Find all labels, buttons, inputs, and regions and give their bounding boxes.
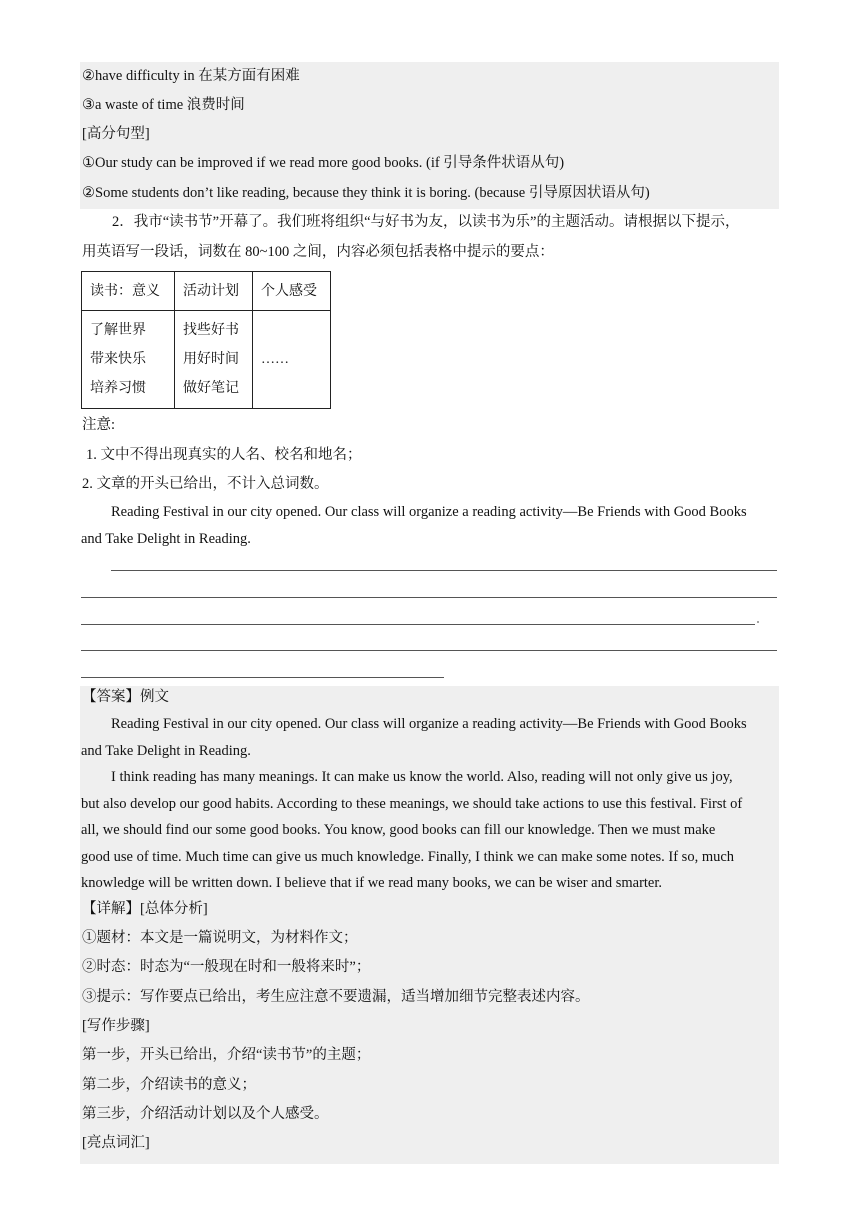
sentence-item-2: ②Some students don’t like reading, because they think it is boring. (because 引导原因状语从句): [82, 185, 650, 201]
table-cell-plan: [175, 311, 253, 409]
writing-line-5: [81, 677, 444, 678]
sentence-item-1: ①Our study can be improved if we read more good books. (if 引导条件状语从句): [82, 155, 565, 171]
analysis-item-3: ③提示：写作要点已给出，考生应注意不要遗漏，适当增加细节完整表述内容。: [82, 989, 590, 1005]
answer-body-paragraph: [81, 764, 783, 897]
vocab-item-2: ②have difficulty in 在某方面有困难: [82, 68, 300, 84]
answer-body-line: I think reading has many meanings. It can make us know the world. Also, reading will not only give us joy,: [111, 769, 733, 785]
steps-heading: [写作步骤]: [82, 1018, 150, 1034]
question-opening-line2: and Take Delight in Reading.: [81, 530, 251, 547]
table-cell-feeling: ……: [253, 311, 331, 409]
answer-body-line: all, we should find our some good books. You know, good books can fill our knowledge. Then we must make: [81, 822, 716, 838]
highlight-heading: [亮点词汇]: [82, 1135, 150, 1151]
answer-opening-line2: and Take Delight in Reading.: [81, 742, 251, 759]
plan-point-3: 做好笔记: [183, 381, 239, 396]
step-item-3: 第三步，介绍活动计划以及个人感受。: [82, 1106, 329, 1122]
writing-line-4: [81, 650, 777, 651]
answer-body-line: good use of time. Much time can give us much knowledge. Finally, I think we can make some notes. If so, much: [81, 848, 735, 865]
table-cell-meaning: [82, 311, 175, 409]
writing-line-3: [81, 624, 755, 625]
note-heading: 注意:: [82, 417, 116, 433]
answer-opening-paragraph: [81, 711, 783, 764]
table-header-meaning: 读书：意义: [82, 272, 175, 311]
plan-point-2: 用好时间: [183, 352, 239, 367]
plan-point-1: 找些好书: [183, 323, 239, 338]
writing-line-1: [111, 570, 777, 571]
writing-line-2: [81, 597, 777, 598]
question-opening-paragraph: [81, 499, 783, 552]
question-opening-line1: Reading Festival in our city opened. Our class will organize a reading activity—Be Friends with Good Books: [111, 504, 747, 520]
answer-body-line: but also develop our good habits. According to these meanings, we should take actions to use this festival. First of: [81, 795, 743, 812]
note-item-2: 2. 文章的开头已给出，不计入总词数。: [82, 476, 329, 492]
meaning-point-1: 了解世界: [90, 323, 146, 338]
table-header-plan: 活动计划: [175, 272, 253, 311]
meaning-point-3: 培养习惯: [90, 381, 146, 396]
meaning-point-2: 带来快乐: [90, 352, 146, 367]
answer-heading: 【答案】例文: [82, 689, 169, 705]
requirements-table: [81, 271, 331, 409]
analysis-item-1: ①题材：本文是一篇说明文，为材料作文；: [82, 930, 358, 946]
table-header-row: [82, 272, 331, 311]
writing-line-end-dot: [757, 621, 759, 623]
answer-opening-line1: Reading Festival in our city opened. Our class will organize a reading activity—Be Friends with Good Books: [111, 716, 747, 732]
analysis-item-2: ②时态：时态为“一般现在时和一般将来时”；: [82, 959, 371, 975]
table-header-feeling: 个人感受: [253, 272, 331, 311]
detail-heading: 【详解】[总体分析]: [82, 901, 208, 917]
note-item-1: 1. 文中不得出现真实的人名、校名和地名；: [86, 447, 362, 463]
step-item-1: 第一步，开头已给出，介绍“读书节”的主题；: [82, 1047, 371, 1063]
sentence-heading: [高分句型]: [82, 126, 150, 142]
step-item-2: 第二步，介绍读书的意义；: [82, 1077, 256, 1093]
answer-body-line: knowledge will be written down. I believe that if we read many books, we can be wiser and smarter.: [81, 875, 663, 891]
question-prompt-line1: 2．我市“读书节”开幕了。我们班将组织“与好书为友，以读书为乐”的主题活动。请根据以下提示，: [112, 214, 740, 230]
table-row: [82, 311, 331, 409]
question-prompt-line2: 用英语写一段话，词数在 80~100 之间，内容必须包括表格中提示的要点：: [82, 244, 554, 260]
vocab-item-3: ③a waste of time 浪费时间: [82, 97, 245, 113]
